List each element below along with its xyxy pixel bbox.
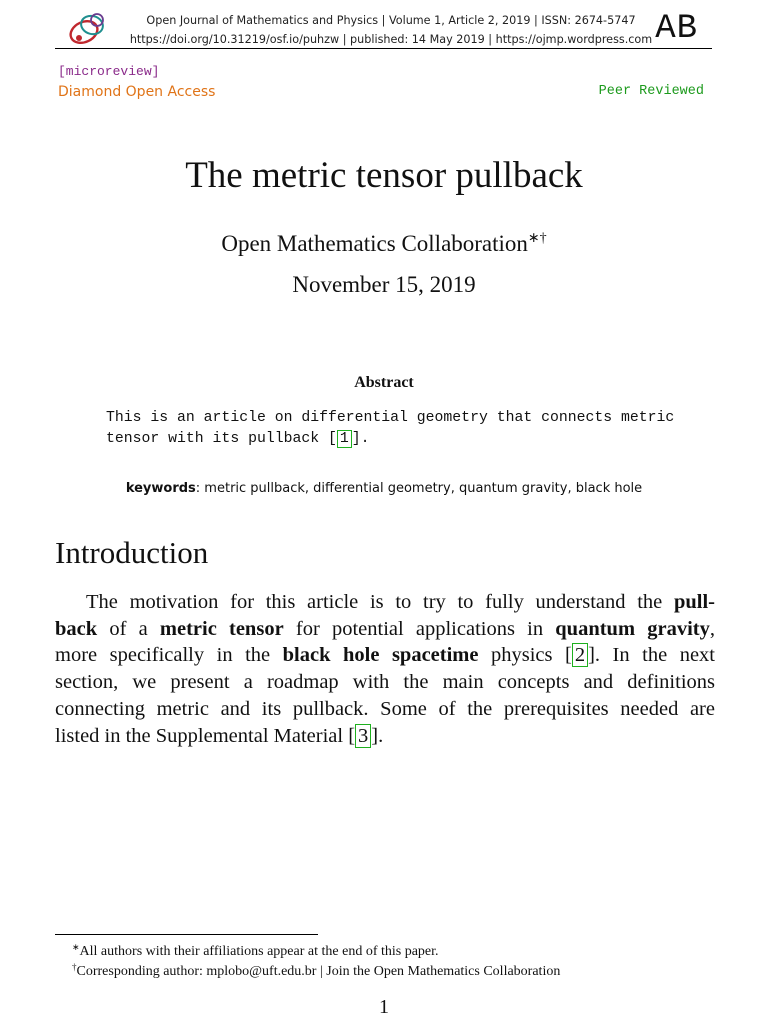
author-footnote-marks[interactable]: ∗† [527,231,547,246]
journal-badge: AB [655,10,698,48]
abstract-heading: Abstract [354,374,414,391]
journal-rings-logo-icon [67,8,111,48]
abstract-line-1: This is an article on differential geometry that connects metric [106,410,675,426]
paper-author [0,224,768,259]
open-access-tag: Diamond Open Access [58,84,216,100]
page-number: 1 [379,996,389,1018]
keywords-line [0,481,768,496]
section-heading: Introduction [55,535,209,570]
intro-line: listed in the Supplemental Material [ 3 ]. [55,724,384,747]
footnote-divider [55,934,318,935]
intro-line: back of a metric tensor for potential applications in quantum gravity, [55,617,715,640]
citation-link-3[interactable]: 3 [355,724,371,748]
article-type-tag: [microreview] [58,64,160,79]
footnote-corresponding-author: †Corresponding author: mplobo@uft.edu.br | Join the Open Mathematics Collaboration [72,962,561,979]
abstract-body [106,408,726,450]
citation-link-1[interactable]: 1 [337,430,352,448]
paper-title: The metric tensor pullback [185,155,583,196]
intro-line: The motivation for this article is to try to fully understand the pull- [86,591,715,613]
keywords-label: keywords [125,481,196,496]
intro-paragraph [55,589,715,749]
citation-link-2[interactable]: 2 [572,643,588,667]
author-name: Open Mathematics Collaboration [221,231,528,256]
header-divider [55,48,712,49]
keywords-text: : metric pullback, differential geometry, quantum gravity, black hole [195,481,643,496]
journal-citation-line: Open Journal of Mathematics and Physics | Volume 1, Article 2, 2019 | ISSN: 2674-5747 [146,14,636,27]
abstract-line-2: tensor with its pullback [ 1 ]. [106,431,370,447]
footnote-affiliations: ∗All authors with their affiliations appear at the end of this paper. [72,942,439,959]
paper-date: November 15, 2019 [292,272,476,297]
journal-links-line[interactable]: https://doi.org/10.31219/osf.io/puhzw | published: 14 May 2019 | https://ojmp.wordpress.com [129,33,653,46]
journal-header [55,6,712,50]
journal-header-text [111,11,671,49]
intro-line: connecting metric and its pullback. Some of the prerequisites needed are [55,697,715,720]
intro-line: more specifically in the black hole spacetime physics [ 2 ]. In the next [55,644,715,667]
intro-line: section, we present a roadmap with the main concepts and definitions [55,671,715,694]
peer-reviewed-tag: Peer Reviewed [598,84,704,99]
